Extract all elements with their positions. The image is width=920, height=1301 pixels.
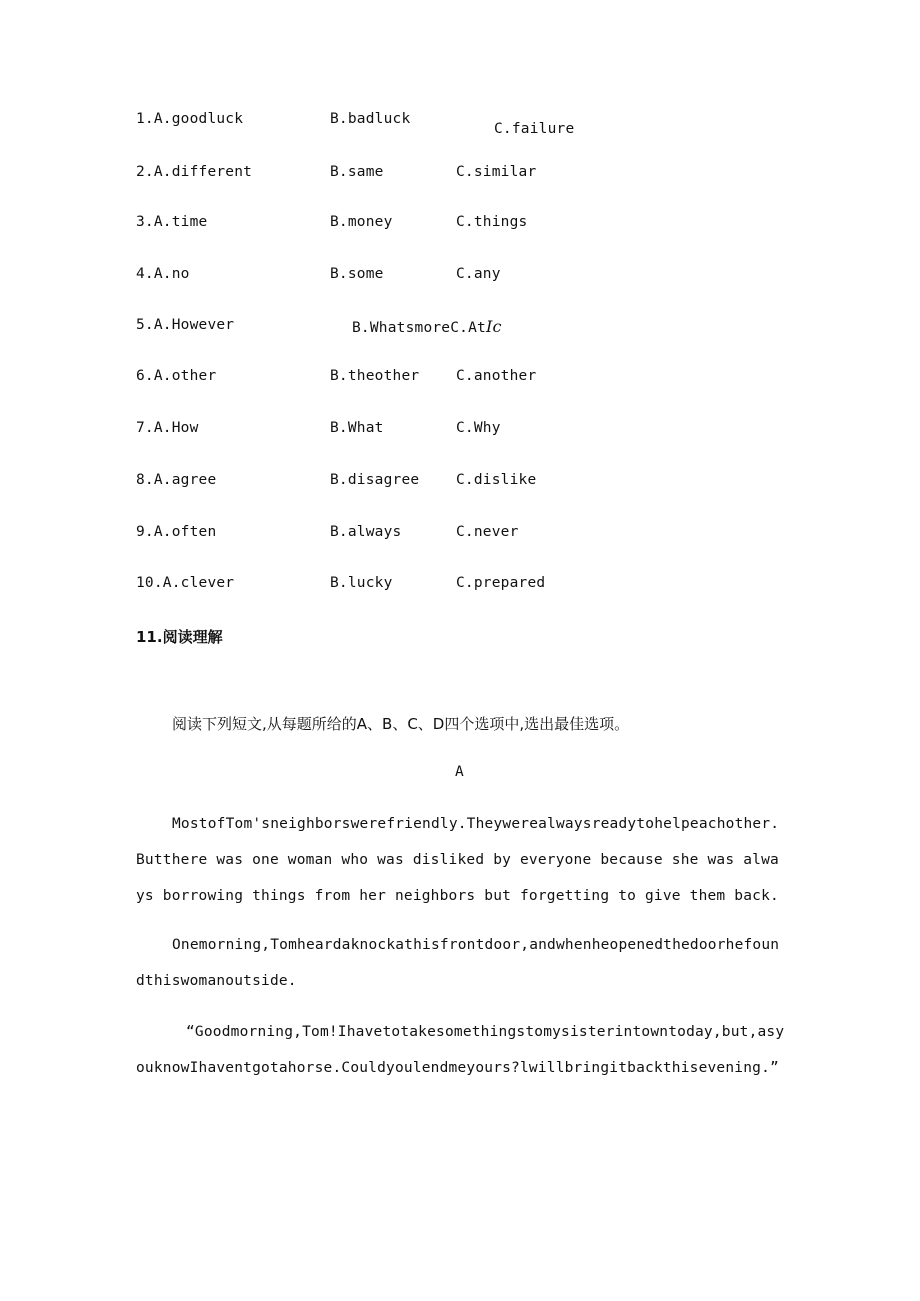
option-row-5-b <box>352 317 502 336</box>
option-row-4-a: 4.A.no <box>136 266 190 282</box>
option-row-10-b: B.lucky <box>330 575 393 591</box>
option-row-10-a: 10.A.clever <box>136 575 235 591</box>
option-row-4-c: C.any <box>456 266 501 282</box>
passage-label: A <box>455 764 464 780</box>
paragraph-2: Onemorning,Tomheardaknockathisfrontdoor,andwhenheopenedthedoorhefoundthiswomanoutside. <box>136 937 780 989</box>
option-row-1-c: C.failure <box>494 121 575 137</box>
paragraph-3: “Goodmorning,Tom!Ihavetotakesomethingstomysisterintowntoday,but,asyouknowIhaventgotahorse.Couldyoulendmeyours?lwillbringitbackthisevening.” <box>136 1024 785 1076</box>
option-row-6-b: B.theother <box>330 368 420 384</box>
section-heading: 11.阅读理解 <box>136 628 223 646</box>
option-row-2-b: B.same <box>330 164 384 180</box>
option-row-5-a: 5.A.However <box>136 317 235 333</box>
option-row-7-a: 7.A.How <box>136 420 199 436</box>
option-row-7-c: C.Why <box>456 420 501 436</box>
option-row-8-b: B.disagree <box>330 472 420 488</box>
option-row-4-b: B.some <box>330 266 384 282</box>
option-row-6-a: 6.A.other <box>136 368 217 384</box>
option-row-7-b: B.What <box>330 420 384 436</box>
option-row-1-b: B.badluck <box>330 111 411 127</box>
option-row-10-c: C.prepared <box>456 575 546 591</box>
option-row-8-a: 8.A.agree <box>136 472 217 488</box>
option-row-3-a: 3.A.time <box>136 214 208 230</box>
instruction-text: 阅读下列短文,从每题所给的A、B、C、D四个选项中,选出最佳选项。 <box>172 715 630 733</box>
option-row-2-a: 2.A.different <box>136 164 253 180</box>
option-row-5-c-text: Ic <box>485 317 502 336</box>
option-row-1-a: 1.A.goodluck <box>136 111 244 127</box>
option-row-9-c: C.never <box>456 524 519 540</box>
option-row-3-b: B.money <box>330 214 393 230</box>
option-row-8-c: C.dislike <box>456 472 537 488</box>
paragraph-1: MostofTom'sneighborswerefriendly.Theywerealwaysreadytohelpeachother.Butthere was one woman who was disliked by everyone because she was always borrowing things from her neighbors but forgetting to give them back. <box>136 816 780 904</box>
option-row-9-b: B.always <box>330 524 402 540</box>
option-row-3-c: C.things <box>456 214 528 230</box>
option-row-6-c: C.another <box>456 368 537 384</box>
option-row-2-c: C.similar <box>456 164 537 180</box>
option-row-5-b-text: B.WhatsmoreC.At <box>352 320 486 336</box>
option-row-9-a: 9.A.often <box>136 524 217 540</box>
